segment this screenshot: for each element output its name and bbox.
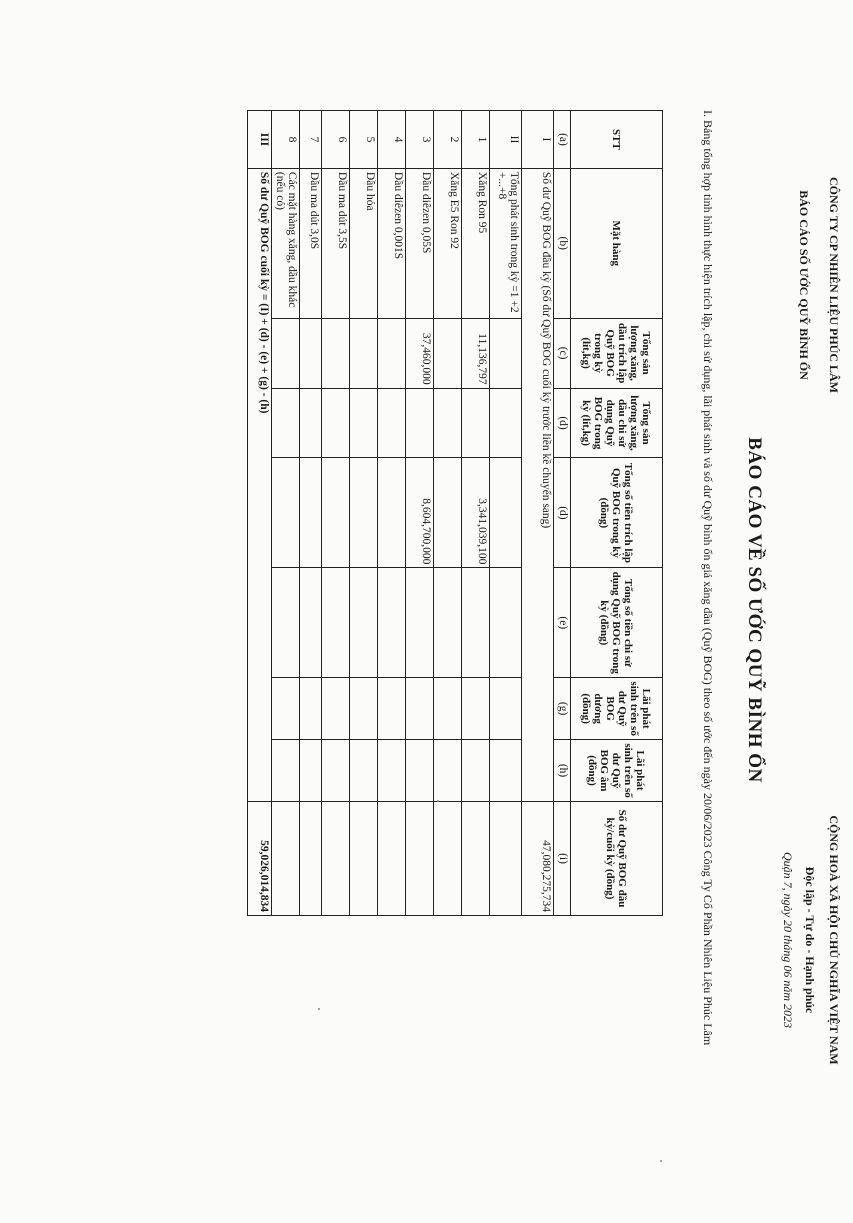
row-iii-stt: III: [248, 111, 272, 169]
motto: Độc lập - Tự do - Hạnh phúc: [803, 866, 817, 1014]
table-row: [248, 111, 272, 916]
letter-d2: (d): [554, 458, 571, 568]
header-balance: Số dư Quỹ BOG đầu kỳ/cuối kỳ (đồng): [571, 802, 663, 916]
row-i-label: Số dư Quỹ BOG đầu kỳ (Số dư Quỹ BOG cuối kỳ trước liền kề chuyển sang): [522, 168, 554, 801]
item-stt: 4: [378, 111, 406, 169]
intro-text: I. Bảng tổng hợp tình hình thực hiện trích lập, chi sử dụng, lãi phát sinh và số dư Quỹ bình ổn giá xăng dầu (Quỹ BOG) theo số ước đến ngày 20/06/2023 Công Ty Cổ Phần Nhiên Liệu Phúc Lâm: [701, 110, 715, 1046]
item-vol-in: 37,460,000: [406, 318, 434, 388]
fund-table: [247, 110, 663, 916]
table-row: [462, 111, 490, 916]
page-title: BÁO CÁO VỀ SỐ ƯỚC QUỸ BÌNH ỔN: [744, 437, 765, 783]
item-vol-in: [378, 318, 406, 388]
row-i-stt: I: [522, 111, 554, 169]
item-stt: 2: [434, 111, 462, 169]
item-stt: 6: [322, 111, 350, 169]
item-stt: 1: [462, 111, 490, 169]
header-vol-in: Tổng sản lượng xăng, dầu trích lập Quỹ BOG trong kỳ (lít,kg): [571, 318, 663, 388]
item-amt-in: [434, 458, 462, 568]
country-name: CỘNG HOÀ XÃ HỘI CHỦ NGHĨA VIỆT NAM: [827, 815, 841, 1065]
row-iii-balance: 59,026,014,834: [248, 802, 272, 916]
letter-h: (h): [554, 740, 571, 802]
scan-speck: [437, 800, 439, 802]
item-stt: 5: [350, 111, 378, 169]
item-name: Dầu ma dút 3,5S: [322, 168, 350, 318]
item-vol-in: [350, 318, 378, 388]
item-stt: 7: [300, 111, 322, 169]
table-row: [522, 111, 554, 916]
row-iii-label: Số dư Quỹ BOG cuối kỳ = (I) + (d) - (e) + (g) - (h): [248, 168, 272, 801]
item-amt-in: [378, 458, 406, 568]
letter-e: (e): [554, 568, 571, 678]
report-subtitle: BÁO CÁO SỐ ƯỚC QUỸ BÌNH ỔN: [797, 190, 811, 380]
header-stt: STT: [571, 111, 663, 169]
row-i-balance: 47,080,275,734: [522, 802, 554, 916]
item-name: Xăng E5 Ron 92: [434, 168, 462, 318]
header-amt-out: Tổng số tiền chi sử dụng Quỹ BOG trong kỳ (đồng): [571, 568, 663, 678]
header-int-pos: Lãi phát sinh trên số dư Quỹ BOG dương (đồng): [571, 678, 663, 740]
table-row: [350, 111, 378, 916]
letter-d1: (d): [554, 388, 571, 458]
item-name: Dầu ma dút 3,0S: [300, 168, 322, 318]
item-name: Dầu hỏa: [350, 168, 378, 318]
table-row: [322, 111, 350, 916]
table-row: [434, 111, 462, 916]
item-amt-in: [300, 458, 322, 568]
item-amt-in: [350, 458, 378, 568]
rotated-document: [2, 40, 853, 1180]
scan-speck: [660, 1160, 662, 1162]
item-name: Xăng Ron 95: [462, 168, 490, 318]
letter-c: (c): [554, 318, 571, 388]
item-vol-in: [272, 318, 300, 388]
header-vol-out: Tổng sản lượng xăng, dầu chi sử dụng Quỹ BOG trong kỳ (lít,kg): [571, 388, 663, 458]
item-amt-in: 3,341,039,100: [462, 458, 490, 568]
item-name: Dầu diêzen 0,001S: [378, 168, 406, 318]
item-amt-in: 8,604,700,000: [406, 458, 434, 568]
table-row: [490, 111, 522, 916]
letter-g: (g): [554, 678, 571, 740]
header-right: [779, 760, 843, 1120]
letter-a: (a): [554, 111, 571, 169]
row-ii-stt: II: [490, 111, 522, 169]
table-row: [300, 111, 322, 916]
item-amt-in: [272, 458, 300, 568]
header-left: [795, 135, 843, 435]
header-int-neg: Lãi phát sinh trên số dư Quỹ BOG âm (đồng): [571, 740, 663, 802]
scan-speck: [318, 1008, 320, 1010]
item-vol-in: [322, 318, 350, 388]
table-header-row: [571, 111, 663, 916]
table-row: [272, 111, 300, 916]
header-item: Mặt hàng: [571, 168, 663, 318]
item-stt: 3: [406, 111, 434, 169]
table-row: [378, 111, 406, 916]
row-ii-label: Tổng phát sinh trong kỳ =1 +2 +...+8: [490, 168, 522, 318]
table-row: [406, 111, 434, 916]
column-letter-row: [554, 111, 571, 916]
item-stt: 8: [272, 111, 300, 169]
header-amt-in: Tổng số tiền trích lập Quỹ BOG trong kỳ (đồng): [571, 458, 663, 568]
item-amt-in: [322, 458, 350, 568]
item-name: Dầu diêzen 0,05S: [406, 168, 434, 318]
letter-b: (b): [554, 168, 571, 318]
item-vol-in: [300, 318, 322, 388]
place-date: Quận 7, ngày 20 tháng 06 năm 2023: [781, 852, 795, 1028]
letter-i: (i): [554, 802, 571, 916]
item-vol-in: 11,136,797: [462, 318, 490, 388]
company-name: CÔNG TY CP NHIÊN LIỆU PHÚC LÂM: [827, 176, 841, 394]
item-name: Các mặt hàng xăng, dầu khác (nếu có): [272, 168, 300, 318]
item-vol-in: [434, 318, 462, 388]
